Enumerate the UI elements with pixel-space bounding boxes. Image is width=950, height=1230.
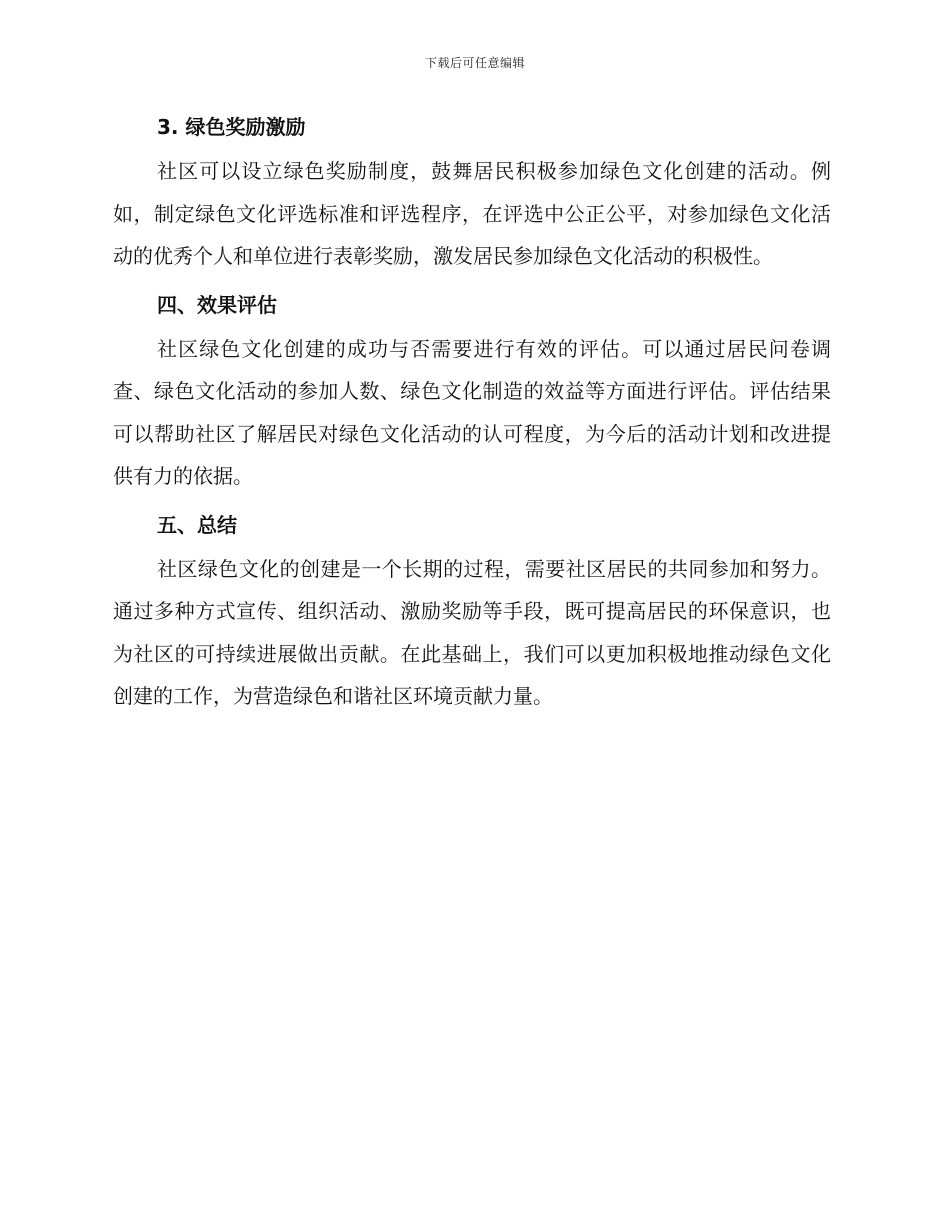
- section-heading-summary: 五、总结: [157, 512, 237, 537]
- section-paragraph-green-rewards: 社区可以设立绿色奖励制度，鼓舞居民积极参加绿色文化创建的活动。例如，制定绿色文化评选标准和评选程序，在评选中公正公平，对参加绿色文化活动的优秀个人和单位进行表彰奖励，激发居民参加绿色文化活动的积极性。: [113, 159, 831, 268]
- document-body: [113, 108, 831, 718]
- section-heading-green-rewards: 3. 绿色奖励激励: [157, 115, 306, 139]
- section-paragraph-evaluation: 社区绿色文化创建的成功与否需要进行有效的评估。可以通过居民问卷调查、绿色文化活动的参加人数、绿色文化制造的效益等方面进行评估。评估结果可以帮助社区了解居民对绿色文化活动的认可程度，为今后的活动计划和改进提供有力的依据。: [113, 336, 831, 488]
- section-paragraph-summary: 社区绿色文化的创建是一个长期的过程，需要社区居民的共同参加和努力。通过多种方式宣传、组织活动、激励奖励等手段，既可提高居民的环保意识，也为社区的可持续进展做出贡献。在此基础上，我们可以更加积极地推动绿色文化创建的工作，为营造绿色和谐社区环境贡献力量。: [113, 556, 831, 708]
- section-heading-evaluation: 四、效果评估: [157, 292, 277, 317]
- header-note: 下载后可任意编辑: [424, 56, 525, 70]
